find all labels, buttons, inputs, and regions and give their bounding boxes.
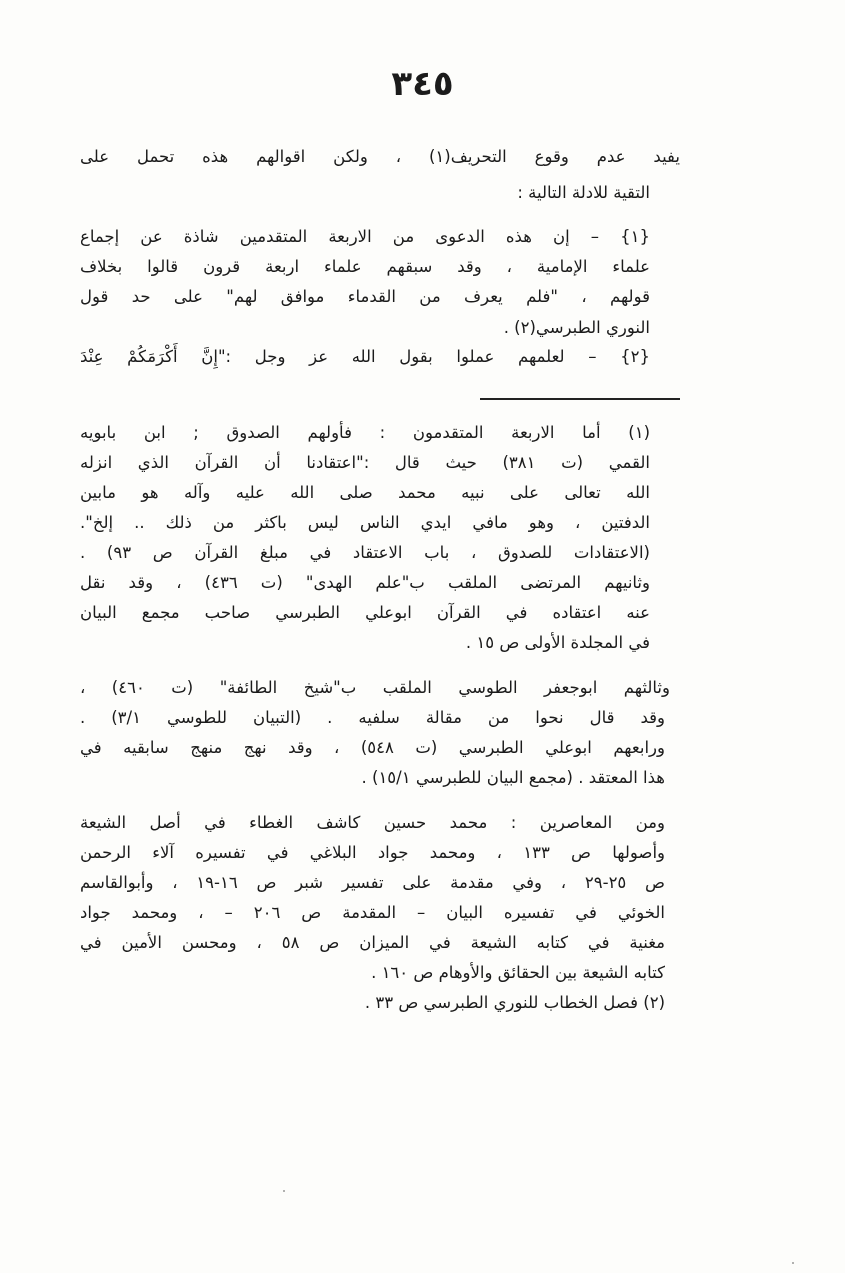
footnote-line: (٢) فصل الخطاب للنوري الطبرسي ص ٣٣ . <box>364 993 665 1012</box>
footnote-line: (الاعتقادات للصدوق ، باب الاعتقاد في مبلغ القرآن ص ٩٣) . <box>80 543 650 562</box>
scan-speck <box>283 1190 285 1192</box>
footnote-line: وقد قال نحوا من مقالة سلفيه . (التبيان للطوسي ٣/١) . <box>80 708 665 727</box>
footnote-line: وأصولها ص ١٣٣ ، ومحمد جواد البلاغي في تفسيره آلاء الرحمن <box>80 843 665 862</box>
footnote-divider <box>480 398 680 400</box>
footnote-line: وثالثهم ابوجعفر الطوسي الملقب ب"شيخ الطائفة" (ت ٤٦٠) ، <box>80 678 670 697</box>
footnote-line: ص ٢٥-٢٩ ، وفي مقدمة على تفسير شبر ص ١٦-١٩ ، وأبوالقاسم <box>80 873 665 892</box>
footnote-line: في المجلدة الأولى ص ١٥ . <box>465 633 650 652</box>
footnote-line: الخوئي في تفسيره البيان – المقدمة ص ٢٠٦ – ، ومحمد جواد <box>80 903 665 922</box>
footnote-line: الله تعالى على نبيه محمد صلى الله عليه وآله هو مابين <box>80 483 650 502</box>
footnote-line: ومن المعاصرين : محمد حسين كاشف الغطاء في أصل الشيعة <box>80 813 665 832</box>
main-text-line: {٢} – لعلمهم عملوا بقول الله عز وجل :"إِنَّ أَكْرَمَكُمْ عِنْدَ <box>80 347 650 366</box>
footnote-line: عنه اعتقاده في القرآن ابوعلي الطبرسي صاحب مجمع البيان <box>80 603 650 622</box>
main-text-line: التقية للادلة التالية : <box>517 183 650 202</box>
main-text-line: {١} – إن هذه الدعوى من الاربعة المتقدمين شاذة عن إجماع <box>80 227 650 246</box>
main-text-line: يفيد عدم وقوع التحريف(١) ، ولكن اقوالهم هذه تحمل على <box>80 147 680 166</box>
footnote-line: الدفتين ، وهو مافي ايدي الناس ليس باكثر من ذلك .. إلخ". <box>80 513 650 532</box>
footnote-line: كتابه الشيعة بين الحقائق والأوهام ص ١٦٠ . <box>371 963 665 982</box>
main-text-line: قولهم ، "فلم يعرف من القدماء موافق لهم" على حد قول <box>80 287 650 306</box>
footnote-line: هذا المعتقد . (مجمع البيان للطبرسي ١٥/١) . <box>361 768 665 787</box>
footnote-line: مغنية في كتابه الشيعة في الميزان ص ٥٨ ، ومحسن الأمين في <box>80 933 665 952</box>
footnote-line: القمي (ت ٣٨١) حيث قال :"اعتقادنا أن القرآن الذي انزله <box>80 453 650 472</box>
footnote-line: ورابعهم ابوعلي الطبرسي (ت ٥٤٨) ، وقد نهج منهج سابقيه في <box>80 738 665 757</box>
footnote-line: وثانيهم المرتضى الملقب ب"علم الهدى" (ت ٤٣٦) ، وقد نقل <box>80 573 650 592</box>
main-text-line: النوري الطبرسي(٢) . <box>503 318 650 337</box>
page-number: ٣٤٥ <box>391 64 454 104</box>
footnote-line: (١) أما الاربعة المتقدمون : فأولهم الصدوق ; ابن بابويه <box>80 423 650 442</box>
scan-speck <box>792 1262 794 1264</box>
main-text-line: علماء الإمامية ، وقد سبقهم علماء اربعة قرون قالوا بخلاف <box>80 257 650 276</box>
